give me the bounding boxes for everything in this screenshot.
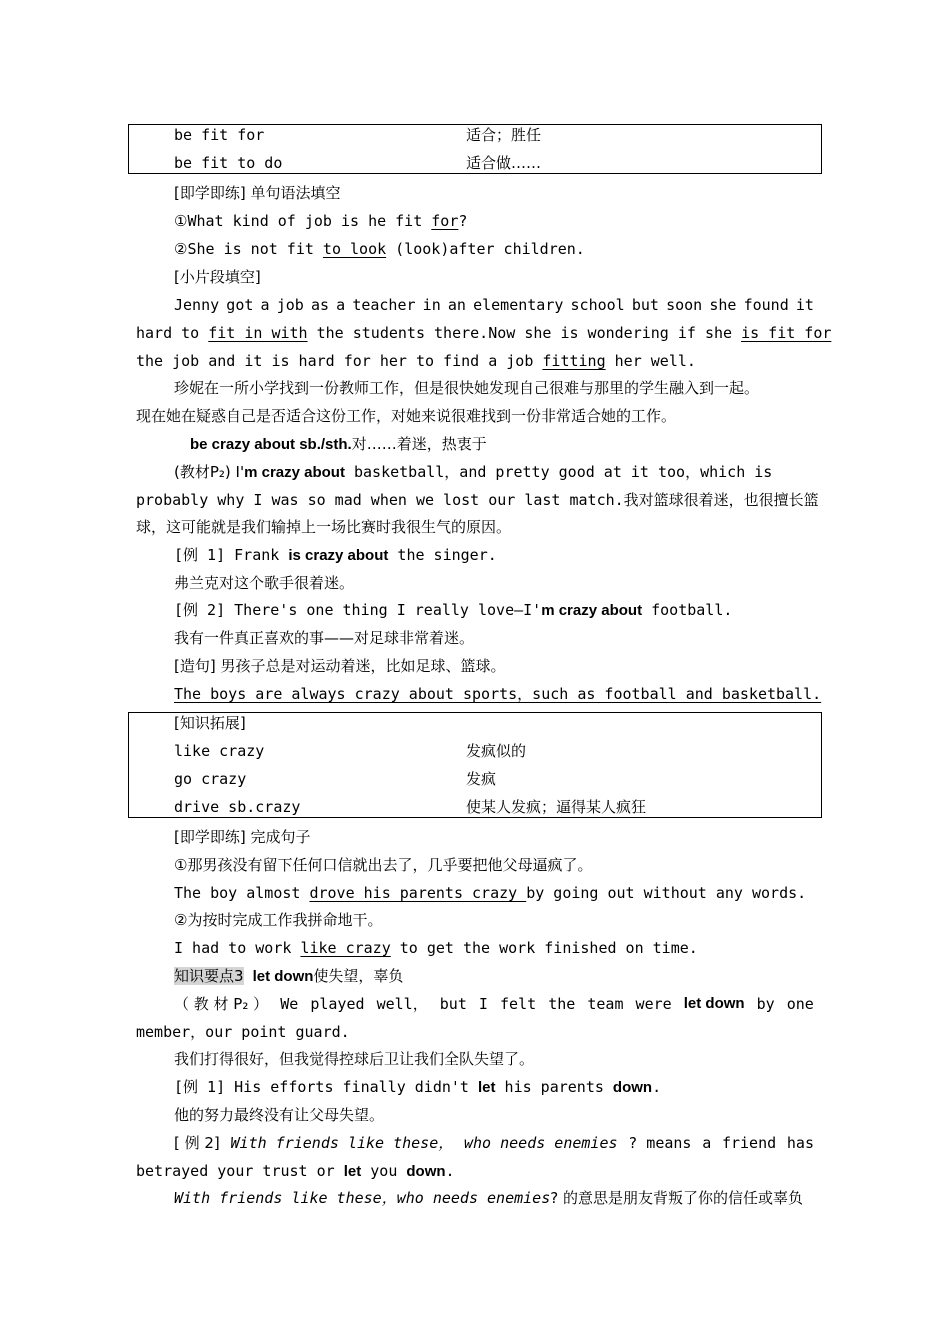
question-2: I had to work like crazy to get the work finished on time.: [174, 939, 698, 957]
table-row: like crazy: [174, 742, 265, 760]
example-2: [ 例 2] With friends like these， who needs enemies ? means a friend has: [174, 1134, 814, 1152]
table-row-meaning: 适合做……: [466, 154, 542, 172]
example-2-line: betrayed your trust or let you down.: [136, 1162, 455, 1180]
question-2-prompt: ②为按时完成工作我拼命地干。: [174, 911, 383, 929]
translation-line: 现在她在疑惑自己是否适合这份工作，对她来说很难找到一份非常适合她的工作。: [136, 407, 677, 425]
example-1-translation: 弗兰克对这个歌手很着迷。: [174, 574, 355, 592]
table-row-meaning: 发疯: [466, 770, 497, 788]
answer: drove his parents crazy: [309, 884, 527, 902]
example-2-translation: With friends like these，who needs enemies? 的意思是朋友背叛了你的信任或辜负: [174, 1189, 803, 1207]
table-row: be fit to do: [174, 154, 283, 172]
question-1-prompt: ①那男孩没有留下任何口信就出去了，几乎要把他父母逼疯了。: [174, 856, 593, 874]
answer: fitting: [542, 352, 606, 370]
translation-line: 珍妮在一所小学找到一份教师工作，但是很快她发现自己很难与那里的学生融入到一起。: [174, 379, 760, 397]
answer: like crazy: [300, 939, 391, 957]
practice-heading: [即学即练] 完成句子: [174, 828, 311, 846]
example-1: [例 1] Frank is crazy about the singer.: [174, 546, 497, 564]
answer: is fit for: [741, 324, 832, 342]
sentence-making-answer: The boys are always crazy about sports，such as football and basketball.: [174, 685, 822, 703]
practice-heading: [即学即练] 单句语法填空: [174, 184, 341, 202]
textbook-quote-line: probably why I was so mad when we lost our last match.我对篮球很着迷，也很擅长篮: [136, 491, 819, 509]
example-2-translation: 我有一件真正喜欢的事——对足球非常着迷。: [174, 629, 475, 647]
question-1: The boy almost drove his parents crazy by going out without any words.: [174, 884, 807, 902]
section-heading: 知识要点3 let down使失望，辜负: [174, 967, 404, 985]
example-2: [例 2] There's one thing I really love—I'm crazy about football.: [174, 601, 733, 619]
example-1: [例 1] His efforts finally didn't let his parents down.: [174, 1078, 662, 1096]
question-2: ②She is not fit to look (look)after children.: [174, 240, 585, 258]
answer: fit in with: [208, 324, 308, 342]
table-row: be fit for: [174, 126, 265, 144]
textbook-quote-line: 球，这可能就是我们输掉上一场比赛时我很生气的原因。: [136, 518, 512, 536]
paragraph-line: Jenny got a job as a teacher in an elementary school but soon she found it: [174, 296, 814, 314]
paragraph-line: hard to fit in with the students there.Now she is wondering if she is fit for: [136, 324, 832, 342]
textbook-quote: (教材P₂) I'm crazy about basketball，and pretty good at it too，which is: [174, 463, 773, 481]
table-row-meaning: 使某人发疯；逼得某人疯狂: [466, 798, 647, 816]
table-heading: [知识拓展]: [174, 714, 246, 732]
answer: to look: [322, 240, 387, 258]
table-row: drive sb.crazy: [174, 798, 301, 816]
textbook-quote: （ 教 材 P₂ ） We played well， but I felt the team were let down by one: [174, 995, 814, 1013]
textbook-quote-translation: 我们打得很好，但我觉得控球后卫让我们全队失望了。: [174, 1050, 535, 1068]
question-1: ①What kind of job is he fit for?: [174, 212, 468, 230]
paragraph-line: the job and it is hard for her to find a job fitting her well.: [136, 352, 696, 370]
sentence-making-prompt: [造句] 男孩子总是对运动着迷，比如足球、篮球。: [174, 657, 506, 675]
table-row: go crazy: [174, 770, 247, 788]
table-row-meaning: 适合；胜任: [466, 126, 542, 144]
paragraph-heading: [小片段填空]: [174, 268, 261, 286]
key-point-tag: 知识要点3: [174, 967, 244, 985]
section-heading: be crazy about sb./sth.对……着迷，热衷于: [190, 435, 487, 453]
example-1-translation: 他的努力最终没有让父母失望。: [174, 1106, 385, 1124]
answer: for: [431, 212, 459, 230]
table-row-meaning: 发疯似的: [466, 742, 527, 760]
textbook-quote-line: member，our point guard.: [136, 1023, 350, 1041]
